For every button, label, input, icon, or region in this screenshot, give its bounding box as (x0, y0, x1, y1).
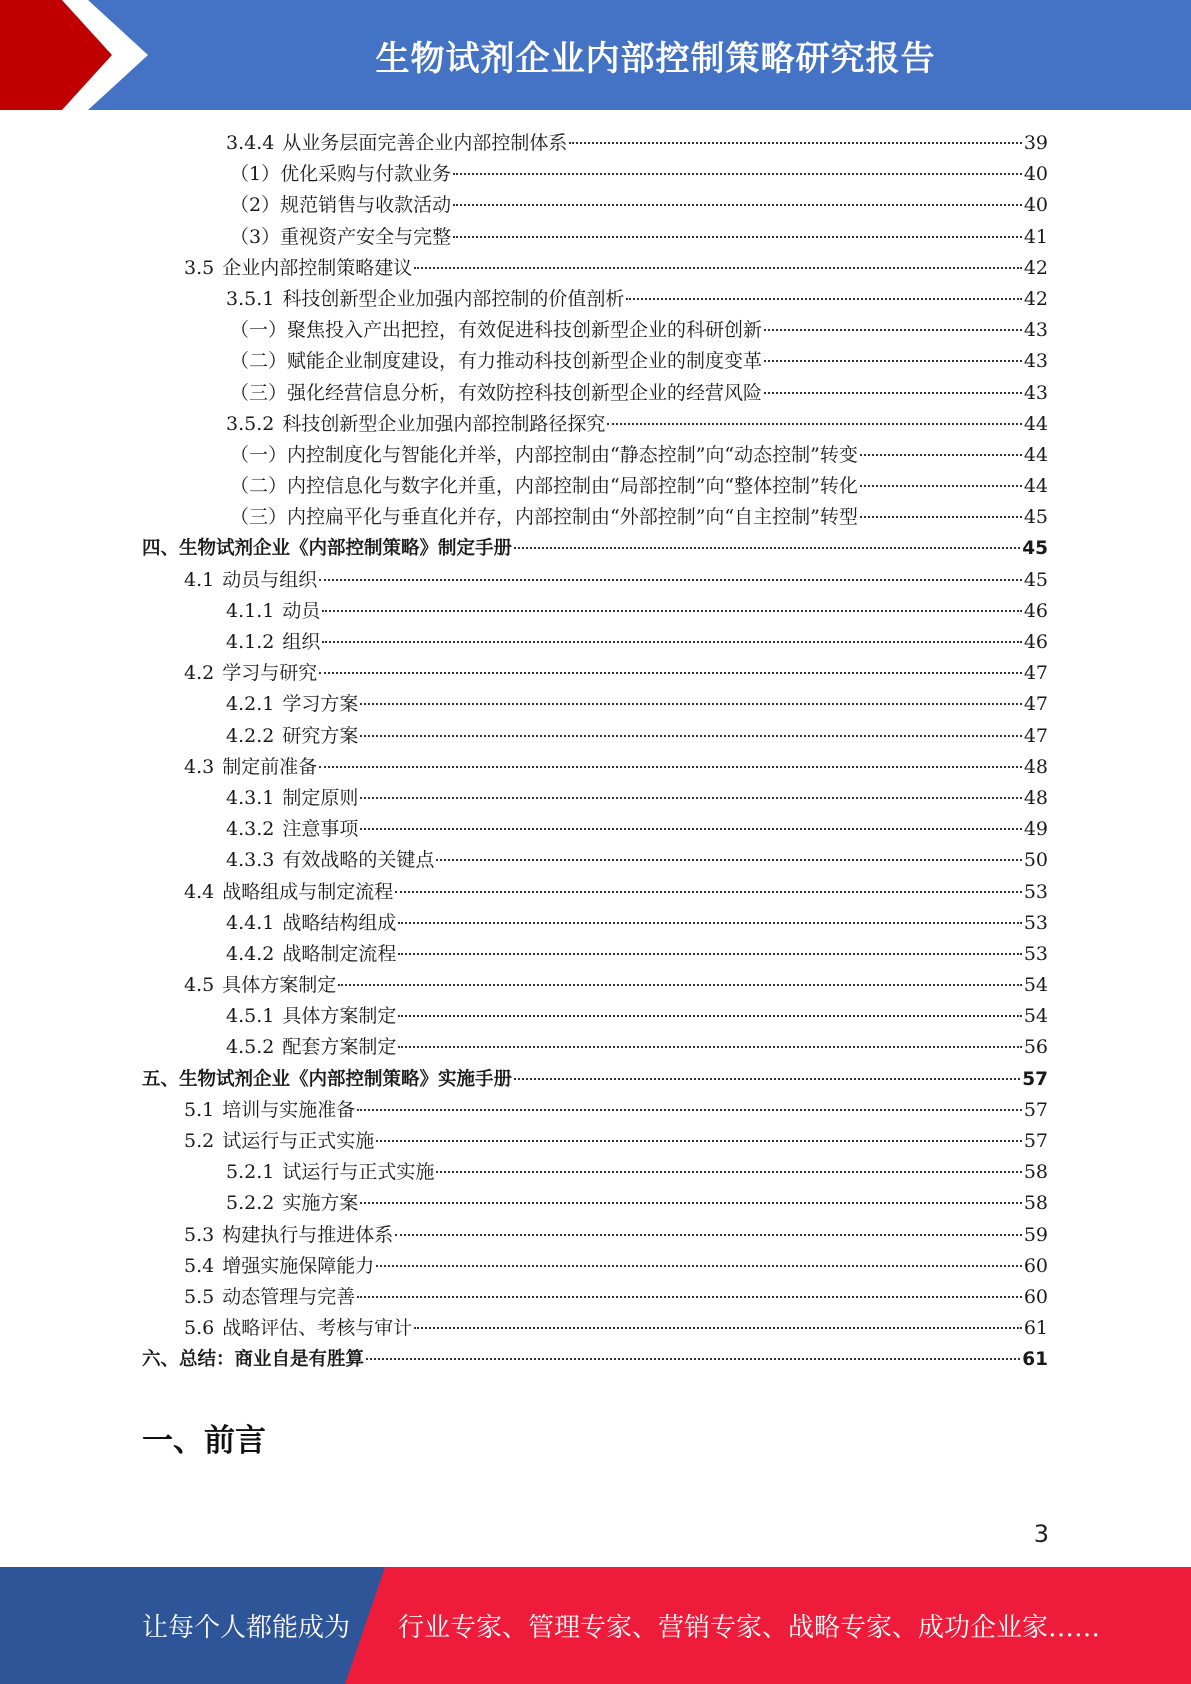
toc-entry[interactable] (142, 1157, 1048, 1188)
toc-dot-leader (514, 1077, 1020, 1080)
toc-entry-page: 60 (1023, 1285, 1048, 1308)
toc-dot-leader (319, 578, 1022, 581)
toc-entry-title: （三）内控扁平化与垂直化并存，内部控制由“外部控制”向“自主控制”转型 (230, 506, 858, 529)
toc-entry-title: 制定原则 (282, 786, 359, 809)
toc-entry-number: 4.3.2 (226, 818, 275, 841)
toc-entry-page: 39 (1023, 132, 1048, 154)
toc-entry-page: 45 (1023, 506, 1048, 529)
toc-dot-leader (764, 359, 1022, 362)
toc-entry-number: 4.5.1 (226, 1005, 275, 1028)
toc-dot-leader (453, 172, 1022, 175)
toc-entry-number: 4.4.1 (226, 911, 275, 934)
toc-dot-leader (398, 921, 1021, 924)
toc-entry-title: 企业内部控制策略建议 (222, 256, 413, 279)
toc-entry-page: 46 (1023, 599, 1048, 622)
toc-entry[interactable] (142, 378, 1048, 409)
toc-entry-page: 59 (1023, 1223, 1048, 1246)
page-footer (0, 1567, 1191, 1684)
toc-entry-title: 动员与组织 (222, 568, 318, 591)
toc-entry-page: 53 (1023, 880, 1048, 903)
toc-entry[interactable] (142, 284, 1048, 315)
toc-entry-page: 41 (1023, 225, 1048, 248)
toc-entry-page: 45 (1022, 538, 1048, 560)
toc-dot-leader (764, 328, 1022, 331)
toc-dot-leader (860, 515, 1022, 518)
toc-dot-leader (398, 1014, 1021, 1017)
toc-entry-title: （2）规范销售与收款活动 (230, 194, 452, 217)
toc-entry-title: 学习方案 (282, 693, 359, 716)
toc-entry-title: 配套方案制定 (282, 1036, 397, 1059)
toc-entry[interactable] (142, 1064, 1048, 1095)
toc-entry-page: 44 (1023, 443, 1048, 466)
toc-dot-leader (360, 1201, 1021, 1204)
toc-entry[interactable] (142, 1032, 1048, 1063)
toc-dot-leader (514, 546, 1020, 549)
toc-entry-title: 实施方案 (282, 1192, 359, 1215)
toc-entry-title: （二）赋能企业制度建设，有力推动科技创新型企业的制度变革 (230, 350, 763, 373)
toc-entry-number: 5.4 (184, 1254, 215, 1277)
toc-entry-title: 战略结构组成 (282, 911, 397, 934)
toc-entry-title: 构建执行与推进体系 (222, 1223, 394, 1246)
toc-entry-page: 43 (1023, 381, 1048, 404)
toc-entry[interactable] (142, 1220, 1048, 1251)
toc-entry-title: （二）内控信息化与数字化并重，内部控制由“局部控制”向“整体控制”转化 (230, 475, 858, 498)
toc-entry-title: （3）重视资产安全与完整 (230, 225, 452, 248)
toc-entry-title: （一）聚焦投入产出把控，有效促进科技创新型企业的科研创新 (230, 319, 763, 342)
toc-entry-title: 注意事项 (282, 818, 359, 841)
toc-entry-number: 4.3.1 (226, 786, 275, 809)
toc-entry[interactable] (142, 1313, 1048, 1344)
toc-dot-leader (376, 1139, 1022, 1142)
toc-entry-title: （一）内控制度化与智能化并举，内部控制由“静态控制”向“动态控制”转变 (230, 443, 858, 466)
toc-entry-title: 具体方案制定 (222, 974, 337, 997)
toc-entry-number: 4.3.3 (226, 849, 275, 872)
toc-entry-number: 4.1.2 (226, 631, 275, 653)
toc-entry-page: 47 (1023, 662, 1048, 685)
toc-entry[interactable] (142, 1001, 1048, 1032)
toc-entry[interactable] (142, 253, 1048, 284)
toc-entry-number: 5.3 (184, 1223, 215, 1246)
toc-entry[interactable] (142, 159, 1048, 190)
toc-entry[interactable] (142, 1126, 1048, 1157)
toc-entry-page: 53 (1023, 942, 1048, 965)
toc-entry-title: 战略评估、考核与审计 (222, 1317, 413, 1340)
toc-entry[interactable] (142, 190, 1048, 221)
toc-dot-leader (360, 734, 1021, 737)
toc-entry-page: 45 (1023, 568, 1048, 591)
toc-entry-page: 61 (1023, 1317, 1048, 1340)
toc-entry-number: 5.2.1 (226, 1161, 275, 1184)
toc-entry-page: 54 (1023, 1005, 1048, 1028)
toc-entry-number: 5.2 (184, 1130, 215, 1152)
toc-entry-title: （三）强化经营信息分析，有效防控科技创新型企业的经营风险 (230, 381, 763, 404)
toc-entry-title: 科技创新型企业加强内部控制路径探究 (282, 412, 606, 435)
toc-entry-page: 58 (1023, 1192, 1048, 1215)
toc-entry-page: 44 (1023, 475, 1048, 498)
toc-entry[interactable] (142, 908, 1048, 939)
toc-entry-number: 4.1 (184, 568, 215, 591)
toc-entry-page: 53 (1023, 911, 1048, 934)
toc-dot-leader (360, 702, 1021, 705)
toc-dot-leader (366, 1357, 1020, 1360)
toc-entry-number: 4.2.2 (226, 724, 275, 747)
toc-entry[interactable] (142, 1251, 1048, 1282)
toc-entry-title: 增强实施保障能力 (222, 1254, 375, 1277)
toc-dot-leader (436, 1170, 1021, 1173)
toc-entry[interactable] (142, 502, 1048, 533)
toc-entry-page: 44 (1023, 412, 1048, 435)
toc-dot-leader (414, 266, 1022, 269)
toc-dot-leader (338, 983, 1022, 986)
toc-entry[interactable] (142, 128, 1048, 159)
toc-entry[interactable] (142, 814, 1048, 845)
toc-dot-leader (414, 1326, 1022, 1329)
toc-dot-leader (357, 1108, 1022, 1111)
toc-entry-page: 47 (1023, 724, 1048, 747)
toc-entry[interactable] (142, 845, 1048, 876)
toc-entry-title: 动态管理与完善 (222, 1285, 356, 1308)
toc-entry-number: 3.5.1 (226, 287, 275, 310)
toc-entry-title: 五、生物试剂企业《内部控制策略》实施手册 (142, 1068, 513, 1090)
toc-entry-page: 43 (1023, 319, 1048, 342)
red-arrow-decoration (0, 0, 160, 110)
toc-entry[interactable] (142, 721, 1048, 752)
toc-entry-page: 42 (1023, 287, 1048, 310)
toc-entry-page: 58 (1023, 1161, 1048, 1184)
toc-entry-page: 40 (1023, 163, 1048, 186)
toc-entry-page: 42 (1023, 256, 1048, 279)
toc-entry[interactable] (142, 1188, 1048, 1219)
toc-entry-title: 培训与实施准备 (222, 1098, 356, 1121)
toc-entry[interactable] (142, 658, 1048, 689)
footer-slogan-left: 让每个人都能成为 (142, 1613, 351, 1643)
toc-entry-page: 49 (1023, 818, 1048, 841)
toc-entry-page: 46 (1023, 631, 1048, 653)
toc-entry-number: 4.3 (184, 755, 215, 778)
toc-entry-page: 60 (1023, 1254, 1048, 1277)
footer-slogan-right: 行业专家、管理专家、营销专家、战略专家、成功企业家…… (398, 1613, 1101, 1643)
toc-entry-title: （1）优化采购与付款业务 (230, 163, 452, 186)
toc-dot-leader (453, 235, 1022, 238)
toc-entry-page: 43 (1023, 350, 1048, 373)
toc-entry-title: 试运行与正式实施 (282, 1161, 435, 1184)
toc-entry-page: 57 (1023, 1098, 1048, 1121)
toc-entry-number: 4.4.2 (226, 942, 275, 965)
toc-entry[interactable] (142, 1344, 1048, 1375)
toc-entry-number: 4.5.2 (226, 1036, 275, 1059)
toc-entry-number: 3.5.2 (226, 412, 275, 435)
toc-entry-title: 从业务层面完善企业内部控制体系 (282, 132, 568, 154)
toc-entry-number: 5.6 (184, 1317, 215, 1340)
toc-dot-leader (436, 858, 1021, 861)
toc-entry[interactable] (142, 222, 1048, 253)
toc-dot-leader (569, 141, 1021, 144)
toc-entry[interactable] (142, 1282, 1048, 1313)
toc-entry-page: 56 (1023, 1036, 1048, 1059)
toc-entry-page: 47 (1023, 693, 1048, 716)
toc-dot-leader (395, 890, 1022, 893)
toc-entry-title: 研究方案 (282, 724, 359, 747)
page-header (0, 0, 1191, 110)
toc-entry-number: 5.1 (184, 1098, 215, 1121)
toc-entry[interactable] (142, 409, 1048, 440)
toc-dot-leader (607, 422, 1021, 425)
toc-entry-page: 48 (1023, 755, 1048, 778)
toc-entry[interactable] (142, 565, 1048, 596)
toc-dot-leader (357, 1295, 1022, 1298)
toc-entry-number: 3.4.4 (226, 132, 275, 154)
toc-entry-number: 4.2 (184, 662, 215, 685)
page-number: 3 (1033, 1520, 1049, 1548)
toc-entry[interactable] (142, 1095, 1048, 1126)
toc-entry-title: 有效战略的关键点 (282, 849, 435, 872)
toc-dot-leader (764, 391, 1022, 394)
toc-entry[interactable] (142, 627, 1048, 658)
toc-entry[interactable] (142, 970, 1048, 1001)
toc-entry-number: 4.5 (184, 974, 215, 997)
toc-entry-number: 5.5 (184, 1285, 215, 1308)
toc-entry-number: 4.2.1 (226, 693, 275, 716)
toc-entry-number: 5.2.2 (226, 1192, 275, 1215)
toc-entry-page: 61 (1022, 1349, 1048, 1371)
toc-entry[interactable] (142, 440, 1048, 471)
toc-dot-leader (398, 1045, 1021, 1048)
toc-entry-title: 学习与研究 (222, 662, 318, 685)
toc-dot-leader (360, 796, 1021, 799)
document-title: 生物试剂企业内部控制策略研究报告 (375, 38, 936, 79)
toc-entry-number: 4.1.1 (226, 599, 275, 622)
toc-dot-leader (626, 297, 1021, 300)
toc-entry-page: 40 (1023, 194, 1048, 217)
toc-entry[interactable] (142, 533, 1048, 564)
toc-entry-page: 57 (1023, 1130, 1048, 1152)
toc-entry-number: 4.4 (184, 880, 215, 903)
toc-dot-leader (322, 609, 1021, 612)
toc-entry[interactable] (142, 877, 1048, 908)
toc-entry-page: 50 (1023, 849, 1048, 872)
toc-entry[interactable] (142, 939, 1048, 970)
toc-entry-title: 战略制定流程 (282, 942, 397, 965)
toc-entry-page: 48 (1023, 786, 1048, 809)
toc-entry-title: 制定前准备 (222, 755, 318, 778)
toc-dot-leader (860, 453, 1022, 456)
toc-dot-leader (860, 484, 1022, 487)
toc-entry-title: 具体方案制定 (282, 1005, 397, 1028)
toc-dot-leader (376, 1264, 1022, 1267)
toc-dot-leader (395, 1233, 1022, 1236)
toc-dot-leader (360, 827, 1021, 830)
toc-dot-leader (398, 952, 1021, 955)
toc-entry-page: 57 (1022, 1068, 1048, 1090)
toc-entry-title: 四、生物试剂企业《内部控制策略》制定手册 (142, 538, 513, 560)
toc-entry[interactable] (142, 315, 1048, 346)
toc-entry-title: 动员 (282, 599, 321, 622)
toc-entry-title: 试运行与正式实施 (222, 1130, 375, 1152)
toc-dot-leader (319, 671, 1022, 674)
toc-dot-leader (319, 765, 1022, 768)
toc-entry[interactable] (142, 752, 1048, 783)
toc-entry-title: 六、总结：商业自是有胜算 (142, 1349, 365, 1371)
toc-entry[interactable] (142, 783, 1048, 814)
toc-entry[interactable] (142, 471, 1048, 502)
toc-dot-leader (453, 203, 1022, 206)
toc-entry[interactable] (142, 596, 1048, 627)
toc-entry-title: 科技创新型企业加强内部控制的价值剖析 (282, 287, 625, 310)
toc-entry-page: 54 (1023, 974, 1048, 997)
toc-entry[interactable] (142, 346, 1048, 377)
toc-entry-number: 3.5 (184, 256, 215, 279)
table-of-contents (142, 128, 1048, 1376)
toc-entry-title: 组织 (282, 631, 321, 653)
toc-entry-title: 战略组成与制定流程 (222, 880, 394, 903)
section-heading: 一、前言 (142, 1423, 266, 1459)
toc-entry[interactable] (142, 689, 1048, 720)
toc-dot-leader (322, 640, 1021, 643)
